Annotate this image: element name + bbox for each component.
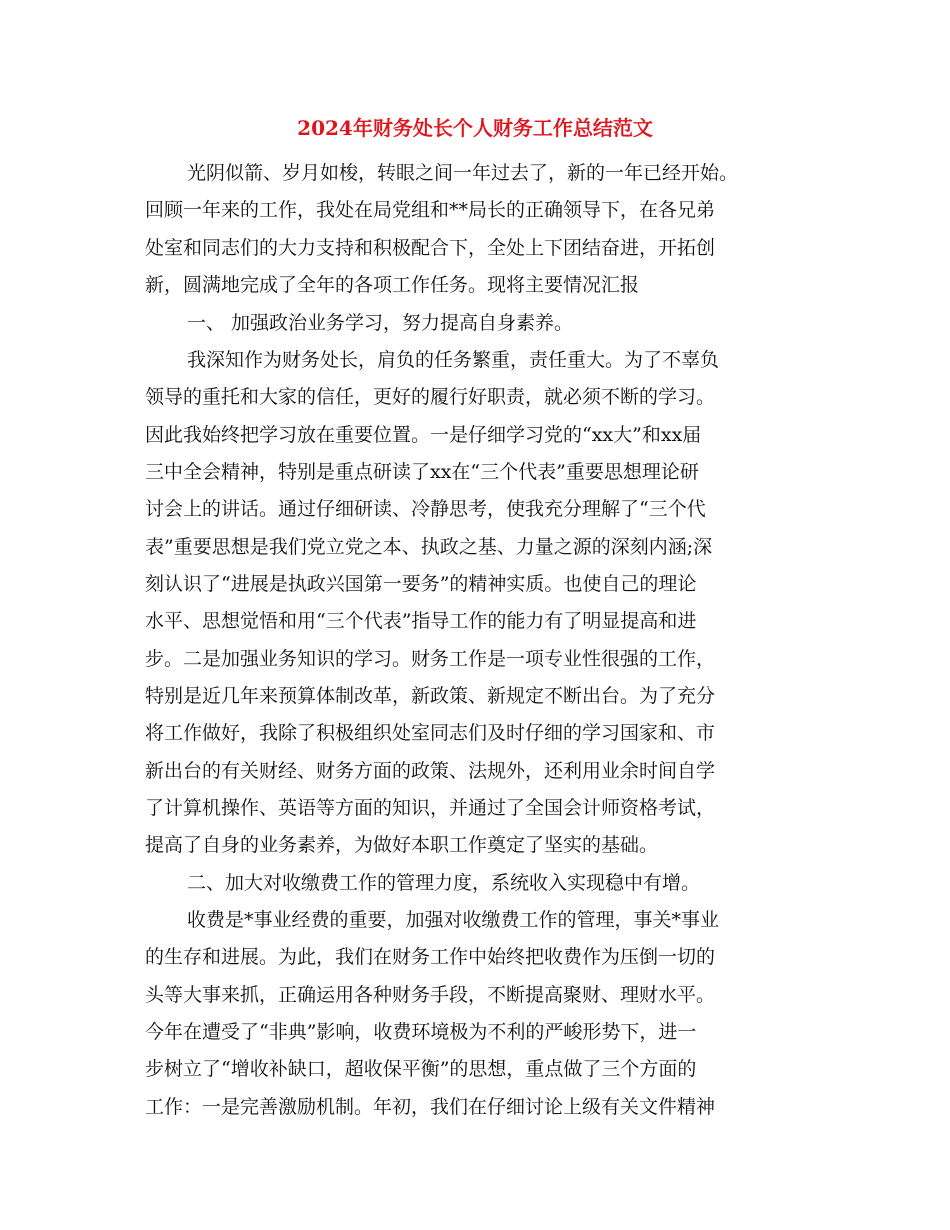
body-line: 提高了自身的业务素养，为做好本职工作奠定了坚实的基础。: [145, 834, 659, 856]
section-heading: 一、 加强政治业务学习，努力提高自身素养。: [187, 312, 574, 334]
body-line: 了计算机操作、英语等方面的知识，并通过了全国会计师资格考试，: [145, 797, 716, 819]
body-line: 新，圆满地完成了全年的各项工作任务。现将主要情况汇报: [145, 274, 640, 296]
body-line: 刻认识了“进展是执政兴国第一要务”的精神实质。也使自己的理论: [145, 573, 697, 595]
body-line: 水平、思想觉悟和用“三个代表”指导工作的能力有了明显提高和进: [145, 610, 697, 632]
section-heading: 二、加大对收缴费工作的管理力度，系统收入实现稳中有增。: [187, 872, 701, 894]
body-line: 新出台的有关财经、财务方面的政策、法规外，还利用业余时间自学: [145, 760, 716, 782]
body-line: 三中全会精神，特别是重点研读了xx在“三个代表”重要思想理论研: [145, 461, 699, 483]
body-line: 将工作做好，我除了积极组织处室同志们及时仔细的学习国家和、市: [145, 722, 716, 744]
body-line: 我深知作为财务处长，肩负的任务繁重，责任重大。为了不辜负: [187, 349, 720, 371]
document-title: 2024年财务处长个人财务工作总结范文: [297, 116, 653, 140]
body-line: 头等大事来抓，正确运用各种财务手段，不断提高聚财、理财水平。: [145, 984, 716, 1006]
body-line: 光阴似箭、岁月如梭，转眼之间一年过去了，新的一年已经开始。: [187, 162, 739, 184]
body-line: 回顾一年来的工作，我处在局党组和**局长的正确领导下，在各兄弟: [145, 199, 716, 221]
body-line: 步。二是加强业务知识的学习。财务工作是一项专业性很强的工作，: [145, 648, 716, 670]
body-line: 步树立了“增收补缺口，超收保平衡”的思想，重点做了三个方面的: [145, 1058, 697, 1080]
body-line: 讨会上的讲话。通过仔细研读、冷静思考，使我充分理解了“三个代: [145, 498, 706, 520]
body-line: 特别是近几年来预算体制改革，新政策、新规定不断出台。为了充分: [145, 685, 716, 707]
body-line: 工作：一是完善激励机制。年初，我们在仔细讨论上级有关文件精神: [145, 1096, 716, 1118]
body-line: 今年在遭受了“非典”影响，收费环境极为不利的严峻形势下，进一: [145, 1021, 697, 1043]
body-line: 收费是*事业经费的重要，加强对收缴费工作的管理，事关*事业: [187, 909, 720, 931]
body-line: 处室和同志们的大力支持和积极配合下，全处上下团结奋进，开拓创: [145, 237, 716, 259]
body-line: 的生存和进展。为此，我们在财务工作中始终把收费作为压倒一切的: [145, 946, 716, 968]
body-line: 因此我始终把学习放在重要位置。一是仔细学习党的“xx大”和xx届: [145, 424, 702, 446]
body-line: 表”重要思想是我们党立党之本、执政之基、力量之源的深刻内涵;深: [145, 536, 713, 558]
body-line: 领导的重托和大家的信任，更好的履行好职责，就必须不断的学习。: [145, 386, 716, 408]
